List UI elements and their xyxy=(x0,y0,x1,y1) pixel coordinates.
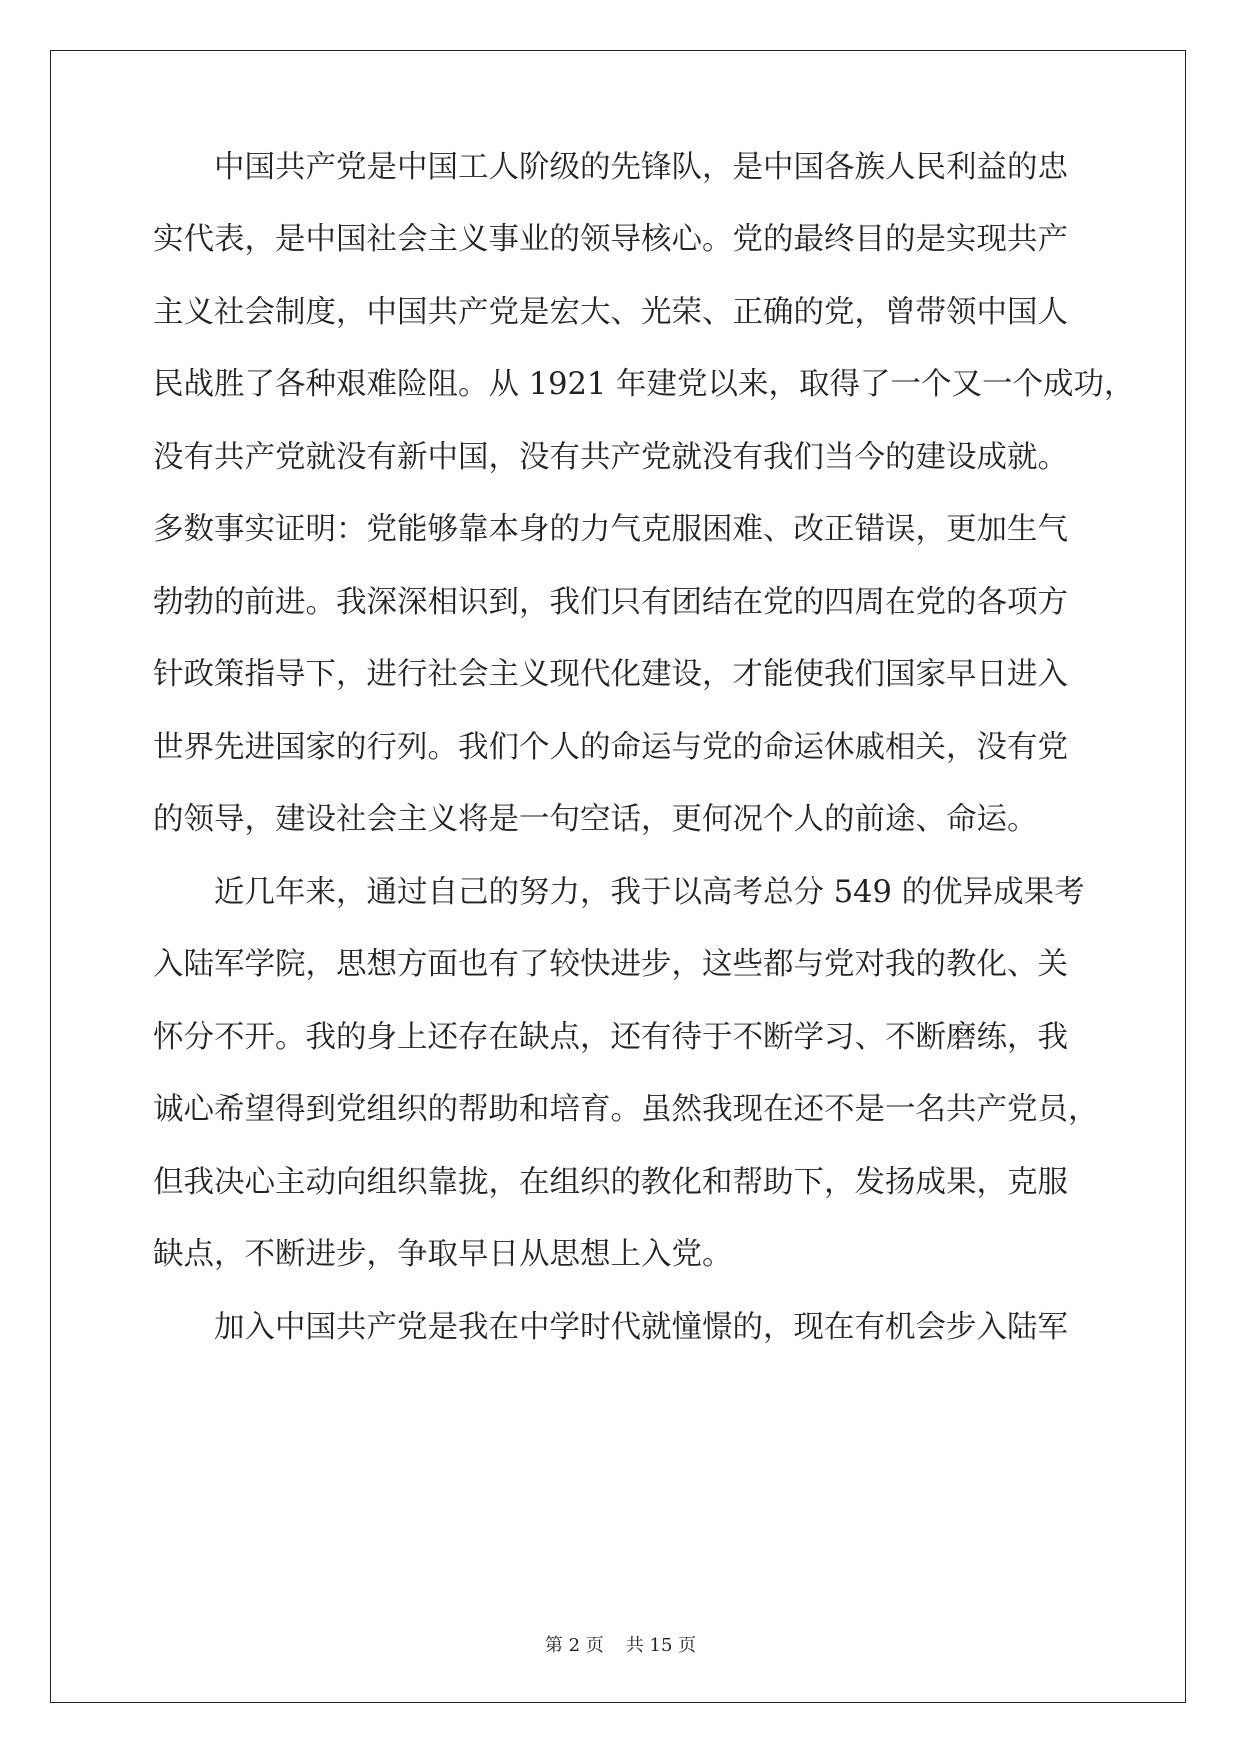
text-line: 中国共产党是中国工人阶级的先锋队，是中国各族人民利益的忠 xyxy=(214,150,1068,185)
text-line: 但我决心主动向组织靠拢，在组织的教化和帮助下，发扬成果，克服 xyxy=(153,1165,1068,1200)
text-line: 近几年来，通过自己的努力，我于以高考总分 549 的优异成果考 xyxy=(214,875,1085,910)
text-line: 实代表，是中国社会主义事业的领导核心。党的最终目的是实现共产 xyxy=(153,222,1068,257)
text-line: 主义社会制度，中国共产党是宏大、光荣、正确的党，曾带领中国人 xyxy=(153,295,1068,330)
text-line: 入陆军学院，思想方面也有了较快进步，这些都与党对我的教化、关 xyxy=(153,947,1068,982)
text-line: 没有共产党就没有新中国，没有共产党就没有我们当今的建设成就。 xyxy=(153,440,1068,475)
text-line: 的领导，建设社会主义将是一句空话，更何况个人的前途、命运。 xyxy=(153,802,1038,837)
text-line: 缺点，不断进步，争取早日从思想上入党。 xyxy=(153,1237,733,1272)
text-line: 诚心希望得到党组织的帮助和培育。虽然我现在还不是一名共产党员， xyxy=(153,1092,1099,1127)
text-line: 针政策指导下，进行社会主义现代化建设，才能使我们国家早日进入 xyxy=(153,657,1068,692)
text-line: 加入中国共产党是我在中学时代就憧憬的，现在有机会步入陆军 xyxy=(214,1310,1068,1345)
text-line: 勃勃的前进。我深深相识到，我们只有团结在党的四周在党的各项方 xyxy=(153,585,1068,620)
current-page-number: 第 2 页 xyxy=(544,1635,604,1656)
text-line: 世界先进国家的行列。我们个人的命运与党的命运休戚相关，没有党 xyxy=(153,730,1068,765)
text-line: 怀分不开。我的身上还存在缺点，还有待于不断学习、不断磨练，我 xyxy=(153,1020,1068,1055)
text-line: 多数事实证明：党能够靠本身的力气克服困难、改正错误，更加生气 xyxy=(153,512,1068,547)
total-pages: 共 15 页 xyxy=(625,1635,697,1656)
text-line: 民战胜了各种艰难险阻。从 1921 年建党以来，取得了一个又一个成功， xyxy=(153,367,1135,402)
page-footer xyxy=(0,1631,1241,1657)
